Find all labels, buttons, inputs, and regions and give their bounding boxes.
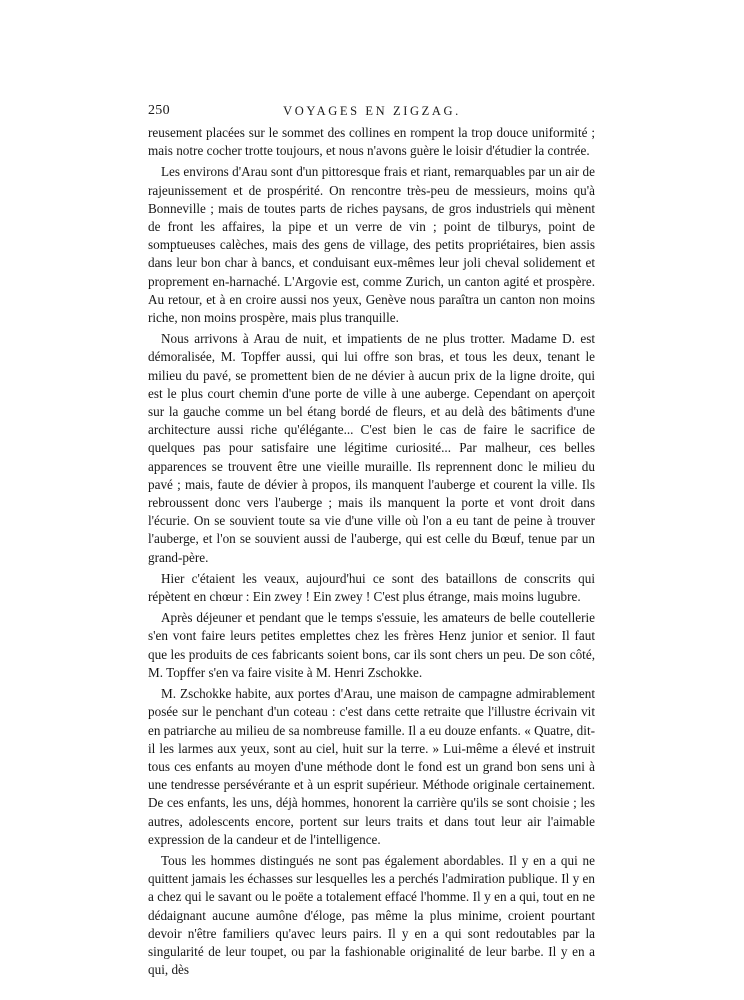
running-head (148, 103, 596, 123)
paragraph-environs-arau: Les environs d'Arau sont d'un pittoresque frais et riant, remarquables par un air de rajeunissement et de prospérité. On rencontre très-peu de messieurs, moins qu'à Bonneville ; mais de toutes parts de riches paysans, de gros industriels qui mènent de front les affaires, la pipe et un verre de vin ; point de tilburys, point de somptueuses calèches, mais des gens de village, des petits propriétaires, bien assis dans leur bon char à bancs, et conduisant eux-mêmes leur joli cheval solidement et proprement en-harnaché. L'Argovie est, comme Zurich, un canton agité et prospère. Au retour, et à en croire aussi nos yeux, Genève nous paraîtra un canton non moins riche, non moins prospère, mais plus tranquille. (148, 164, 595, 326)
page-number: 250 (148, 103, 170, 118)
paragraph-zschokke: M. Zschokke habite, aux portes d'Arau, une maison de campagne admirablement posée sur le penchant d'un coteau : c'est dans cette retraite que l'illustre écrivain vit en patriarche au milieu de sa nombreuse famille. Il a eu douze enfants. « Quatre, dit-il les larmes aux yeux, sont au ciel, huit sur la terre. » Lui-même a élevé et instruit tous ces enfants au moyen d'une méthode dont le fond est un grand bon sens uni à une tendresse persévérante et à un esprit supérieur. Méthode originale certainement. De ces enfants, les uns, déjà hommes, honorent la carrière qu'ils se sont choisie ; les autres, adolescents encore, portent sur leurs traits et dans tout leur air l'aimable expression de la candeur et de l'intelligence. (148, 686, 595, 847)
body-text (148, 124, 595, 979)
paragraph-arrivee-arau: Nous arrivons à Arau de nuit, et impatients de ne plus trotter. Madame D. est démoralisée, M. Topffer aussi, qui lui offre son bras, et tous les deux, tenant le milieu du pavé, se promettent bien de ne dévier à aucun prix de la ligne droite, qui est le plus court chemin d'une porte de ville à une auberge. Cependant on aperçoit sur la gauche comme un bel étang bordé de fleurs, et au delà des bâtiments d'une architecture aussi riche qu'élégante... C'est bien le cas de faire le sacrifice de quelques pas pour satisfaire une légitime curiosité... Par malheur, ces belles apparences se trouvent être une vieille muraille. Ils reprennent donc le milieu du pavé ; mais, faute de dévier à propos, ils manquent l'auberge et courent la ville. Ils rebroussent donc vers l'auberge ; mais ils manquent la porte et vont droit dans l'écurie. On se souvient toute sa vie d'une ville où l'on a eu tant de peine à trouver l'auberge, et l'on se souvient aussi de l'auberge, qui est celle du Bœuf, tenue par un grand-père. (148, 331, 595, 565)
paragraph-continuation: reusement placées sur le sommet des collines en rompent la trop douce uniformité ; mais notre cocher trotte toujours, et nous n'avons guère le loisir d'étudier la contrée. (148, 125, 595, 159)
paragraph-conscrits: Hier c'étaient les veaux, aujourd'hui ce sont des bataillons de conscrits qui répètent en chœur : Ein zwey ! Ein zwey ! C'est plus étrange, mais moins lugubre. (148, 570, 595, 605)
running-title: VOYAGES EN ZIGZAG. (283, 104, 461, 118)
paragraph-coutellerie: Après déjeuner et pendant que le temps s'essuie, les amateurs de belle coutellerie s'en vont faire leurs petites emplettes chez les frères Henz junior et senior. Il faut que les produits de ces fabricants soient bons, car ils sont chers un peu. De son côté, M. Topffer s'en va faire visite à M. Henri Zschokke. (148, 610, 595, 680)
paragraph-hommes-distingues: Tous les hommes distingués ne sont pas également abordables. Il y en a qui ne quittent jamais les échasses sur lesquelles les a perchés l'admiration publique. Il y en a chez qui le savant ou le poëte a totalement effacé l'homme. Il y en a qui, tout en ne dédaignant aucune aumône d'éloge, pas même la plus minime, croient pourtant devoir n'être familiers qu'avec leurs pairs. Il y en a qui sont redoutables par la singularité de leur toupet, ou par la fashionable originalité de leur barbe. Il y en a qui, dès (148, 852, 595, 978)
